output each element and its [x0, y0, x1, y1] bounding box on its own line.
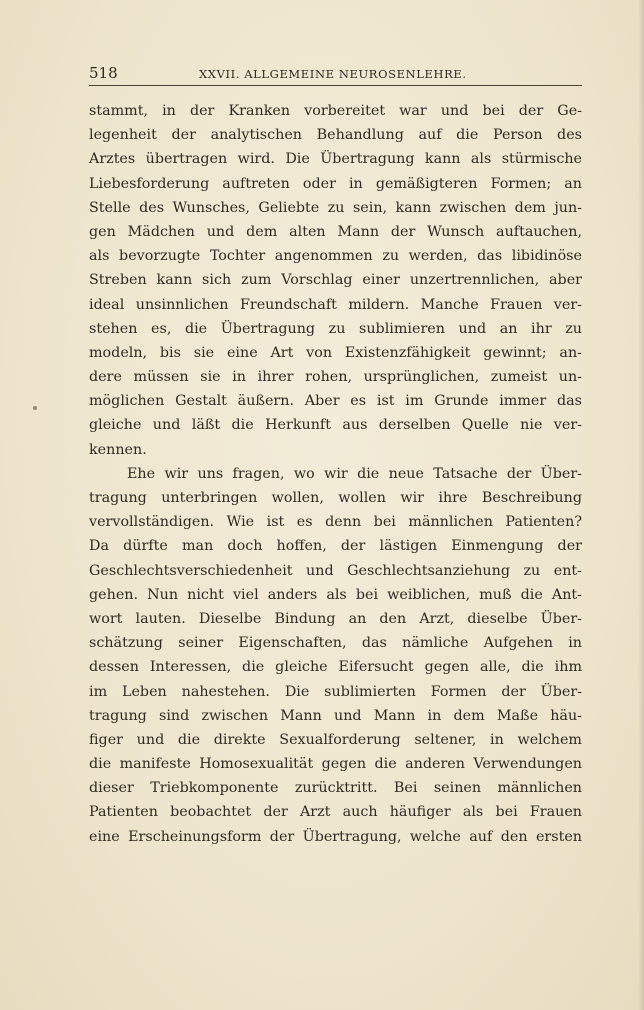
- text-line: dessen Interessen, die gleiche Eifersucht gegen alle, die ihm: [89, 659, 582, 676]
- text-line: schätzung seiner Eigenschaften, das nämliche Aufgehen in: [89, 635, 582, 652]
- text-line: tragung sind zwischen Mann und Mann in dem Maße häu-: [89, 707, 582, 724]
- text-line: legenheit der analytischen Behandlung auf die Person des: [89, 127, 582, 144]
- text-line: dieser Triebkomponente zurücktritt. Bei seinen männlichen: [89, 780, 582, 797]
- text-line: modeln, bis sie eine Art von Existenzfähigkeit gewinnt; an-: [89, 344, 582, 361]
- text-line: möglichen Gestalt äußern. Aber es ist im Grunde immer das: [89, 393, 582, 410]
- text-line: kennen.: [89, 441, 147, 458]
- text-line: die manifeste Homosexualität gegen die anderen Verwendungen: [89, 756, 582, 773]
- text-line: stehen es, die Übertragung zu sublimieren und an ihr zu: [89, 320, 582, 337]
- text-line: wort lauten. Dieselbe Bindung an den Arzt, dieselbe Über-: [89, 610, 582, 627]
- text-line: Da dürfte man doch hoffen, der lästigen Einmengung der: [89, 538, 582, 555]
- paper-speck: [33, 406, 37, 410]
- body-text: [89, 99, 582, 849]
- page-number: 518: [89, 64, 118, 82]
- text-line: Patienten beobachtet der Arzt auch häufiger als bei Frauen: [89, 804, 582, 821]
- text-line: Arztes übertragen wird. Die Übertragung kann als stürmische: [89, 151, 582, 168]
- text-line: gleiche und läßt die Herkunft aus derselben Quelle nie ver-: [89, 417, 582, 434]
- text-line: dere müssen sie in ihrer rohen, ursprünglichen, zumeist un-: [89, 369, 582, 386]
- text-line: eine Erscheinungsform der Übertragung, welche auf den ersten: [89, 828, 582, 845]
- text-line: Streben kann sich zum Vorschlag einer unzertrennlichen, aber: [89, 272, 582, 289]
- text-line: gen Mädchen und dem alten Mann der Wunsch auftauchen,: [89, 223, 582, 240]
- text-line: als bevorzugte Tochter angenommen zu werden, das libidinöse: [89, 248, 582, 265]
- text-line: Ehe wir uns fragen, wo wir die neue Tatsache der Über-: [127, 465, 582, 482]
- text-line: stammt, in der Kranken vorbereitet war und bei der Ge-: [89, 103, 582, 119]
- text-line: figer und die direkte Sexualforderung seltener, in welchem: [89, 731, 582, 748]
- chapter-title: XXVII. ALLGEMEINE NEUROSENLEHRE.: [199, 67, 467, 81]
- text-line: im Leben nahestehen. Die sublimierten Formen der Über-: [89, 683, 582, 700]
- text-line: Geschlechtsverschiedenheit und Geschlechtsanziehung zu ent-: [89, 562, 582, 579]
- text-line: Stelle des Wunsches, Geliebte zu sein, kann zwischen dem jun-: [89, 199, 582, 216]
- text-line: vervollständigen. Wie ist es denn bei männlichen Patienten?: [89, 514, 582, 531]
- text-line: Liebesforderung auftreten oder in gemäßigteren Formen; an: [89, 175, 582, 192]
- text-line: gehen. Nun nicht viel anders als bei weiblichen, muß die Ant-: [89, 586, 582, 603]
- text-line: ideal unsinnlichen Freundschaft mildern. Manche Frauen ver-: [89, 296, 582, 313]
- text-line: tragung unterbringen wollen, wollen wir ihre Beschreibung: [89, 490, 582, 506]
- running-head: [89, 63, 582, 86]
